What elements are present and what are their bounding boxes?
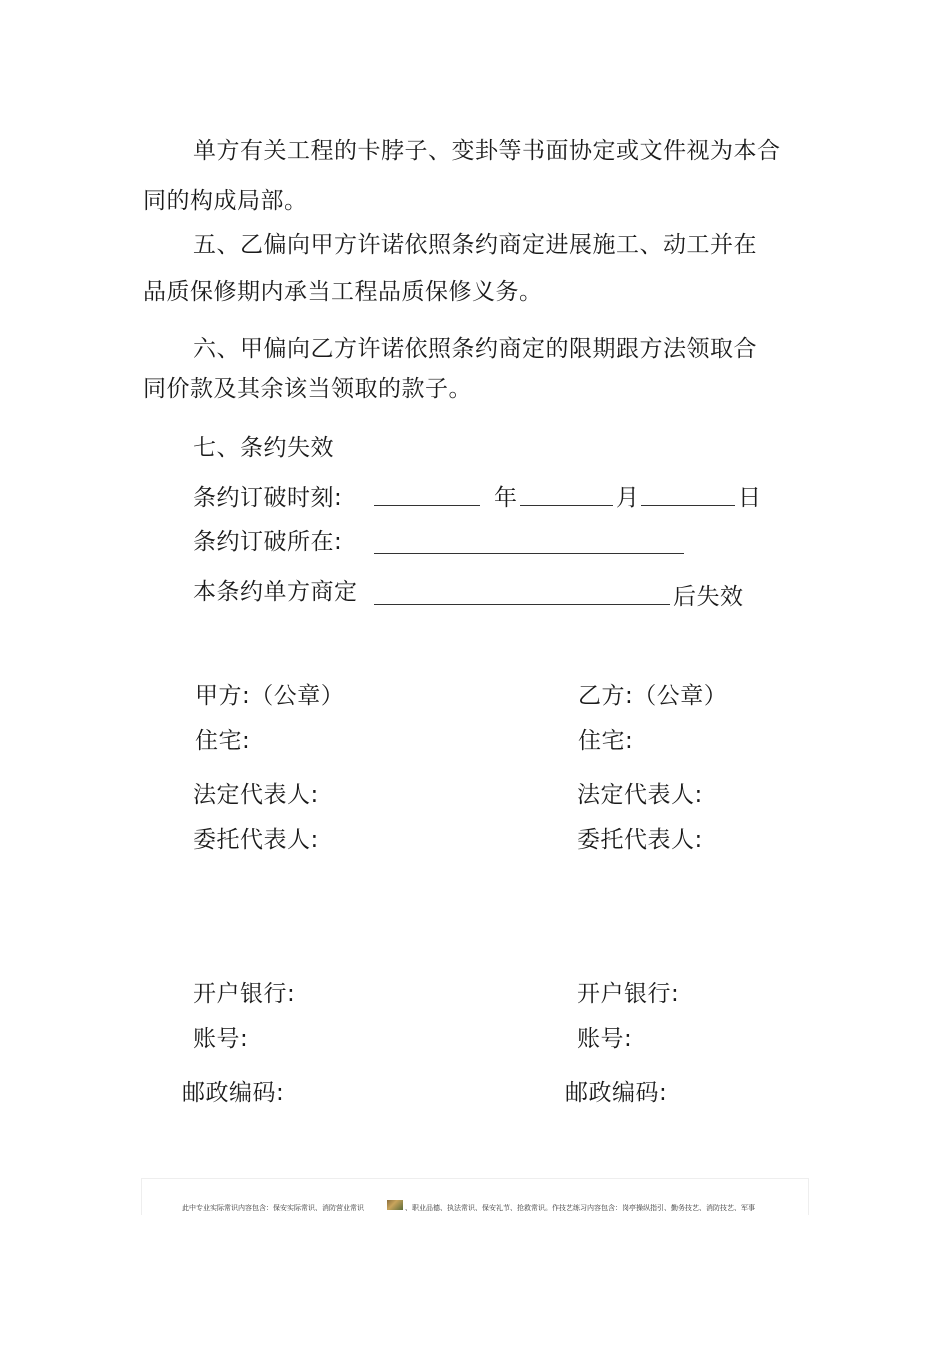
party-b-agent: 委托代表人: xyxy=(577,827,703,853)
signing-place-label: 条约订破所在: xyxy=(193,529,343,555)
party-b-bank: 开户银行: xyxy=(577,981,680,1007)
clause-5-line-2: 品质保修期内承当工程品质保修义务。 xyxy=(143,279,543,305)
clause-7-heading: 七、条约失效 xyxy=(193,435,334,461)
footer-left-text: 此中专业实际常识内容包含：保安实际常识、消防营业常识 xyxy=(182,1204,364,1212)
party-a-legal-rep: 法定代表人: xyxy=(193,782,319,808)
clause-6-line-1: 六、甲偏向乙方许诺依照条约商定的限期跟方法领取合 xyxy=(193,336,757,362)
clause-4-line-1: 单方有关工程的卡脖子、变卦等书面协定或文件视为本合 xyxy=(193,138,781,164)
signing-month-unit: 月 xyxy=(616,485,640,511)
party-a-address: 住宅: xyxy=(195,728,251,754)
effective-label: 本条约单方商定 xyxy=(193,579,358,605)
party-b-address: 住宅: xyxy=(578,728,634,754)
party-a-account: 账号: xyxy=(193,1026,249,1052)
party-a-postcode: 邮政编码: xyxy=(182,1080,285,1106)
signing-place-blank[interactable] xyxy=(374,553,684,554)
clause-6-line-2: 同价款及其余该当领取的款子。 xyxy=(143,376,472,402)
party-b-account: 账号: xyxy=(577,1026,633,1052)
footer-right-text: 、职业品德、执法常识、保安礼节、抢救常识。作技艺练习内容包含：岗亭操纵指引、勤务技艺、消防技艺、军事 xyxy=(405,1204,755,1212)
party-b-postcode: 邮政编码: xyxy=(565,1080,668,1106)
party-a-agent: 委托代表人: xyxy=(193,827,319,853)
party-b-title: 乙方:（公章） xyxy=(578,683,728,709)
party-a-bank: 开户银行: xyxy=(193,981,296,1007)
signing-day-blank[interactable] xyxy=(641,505,735,506)
clause-4-line-2: 同的构成局部。 xyxy=(143,188,308,214)
effective-suffix: 后失效 xyxy=(673,584,744,610)
effective-blank[interactable] xyxy=(374,604,670,605)
signing-month-blank[interactable] xyxy=(520,505,613,506)
footer-thumbnail-image xyxy=(387,1200,403,1210)
signing-year-blank[interactable] xyxy=(374,505,480,506)
signing-year-unit: 年 xyxy=(494,485,518,511)
clause-5-line-1: 五、乙偏向甲方许诺依照条约商定进展施工、动工并在 xyxy=(193,232,757,258)
signing-day-unit: 日 xyxy=(738,485,762,511)
signing-time-label: 条约订破时刻: xyxy=(193,485,343,511)
party-b-legal-rep: 法定代表人: xyxy=(577,782,703,808)
party-a-title: 甲方:（公章） xyxy=(195,683,345,709)
